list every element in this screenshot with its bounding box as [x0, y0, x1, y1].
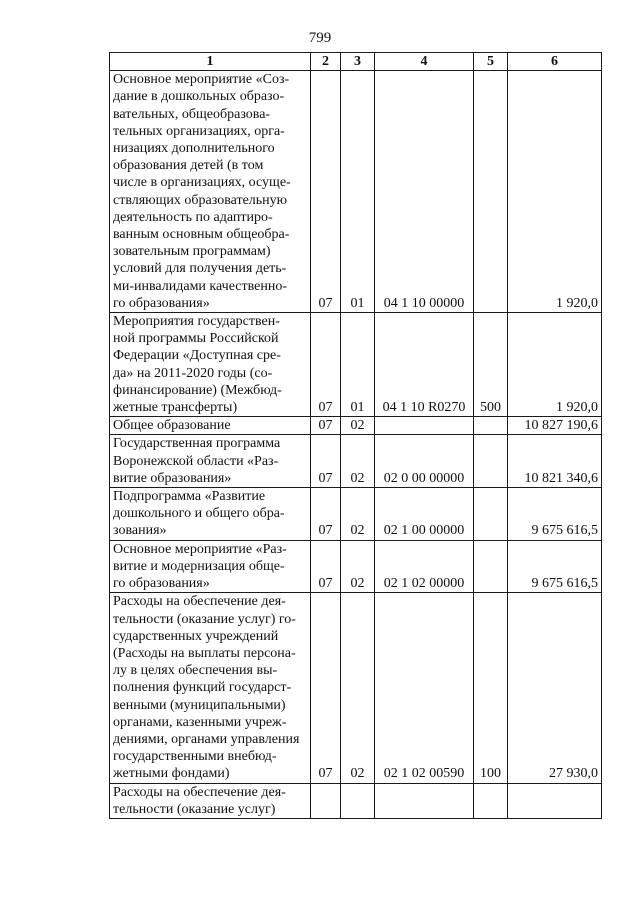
row-subsection: 01: [341, 71, 375, 313]
row-subsection: 02: [341, 417, 375, 435]
column-header-1: 1: [110, 53, 311, 71]
row-section: 07: [311, 71, 341, 313]
row-subsection: 02: [341, 593, 375, 783]
row-section: 07: [311, 417, 341, 435]
column-header-4: 4: [375, 53, 474, 71]
row-expense-type: [474, 540, 508, 593]
row-target-article: 02 1 02 00000: [375, 540, 474, 593]
row-section: 07: [311, 593, 341, 783]
row-amount: [508, 783, 602, 818]
row-target-article: [375, 783, 474, 818]
row-name: Основное мероприятие «Раз- витие и модернизация обще- го образования»: [110, 540, 311, 593]
row-expense-type: [474, 435, 508, 488]
row-amount: 9 675 616,5: [508, 488, 602, 541]
table-row: [110, 435, 602, 488]
table-row: [110, 540, 602, 593]
row-name: Подпрограмма «Развитие дошкольного и общего обра- зования»: [110, 488, 311, 541]
row-section: 07: [311, 435, 341, 488]
row-amount: 10 821 340,6: [508, 435, 602, 488]
row-section: 07: [311, 540, 341, 593]
row-name: Расходы на обеспечение дея- тельности (оказание услуг): [110, 783, 311, 818]
column-header-6: 6: [508, 53, 602, 71]
row-subsection: 02: [341, 435, 375, 488]
page-number: 799: [308, 30, 332, 46]
table-row: [110, 488, 602, 541]
row-target-article: 02 0 00 00000: [375, 435, 474, 488]
column-header-2: 2: [311, 53, 341, 71]
table-row: [110, 313, 602, 417]
row-subsection: 02: [341, 488, 375, 541]
row-target-article: 04 1 10 00000: [375, 71, 474, 313]
row-amount: 1 920,0: [508, 313, 602, 417]
row-expense-type: 100: [474, 593, 508, 783]
row-expense-type: [474, 71, 508, 313]
row-section: [311, 783, 341, 818]
row-expense-type: [474, 783, 508, 818]
row-target-article: 02 1 02 00590: [375, 593, 474, 783]
row-expense-type: 500: [474, 313, 508, 417]
table-header-row: [110, 53, 602, 71]
row-target-article: 04 1 10 R0270: [375, 313, 474, 417]
row-section: 07: [311, 313, 341, 417]
column-header-5: 5: [474, 53, 508, 71]
row-target-article: 02 1 00 00000: [375, 488, 474, 541]
table-row: [110, 71, 602, 313]
row-subsection: 02: [341, 540, 375, 593]
row-subsection: 01: [341, 313, 375, 417]
row-name: Общее образование: [110, 417, 311, 435]
row-name: Основное мероприятие «Соз- дание в дошкольных образо- вательных, общеобразова- тельных организациях, орга- низациях дополнительного образования детей (в том числе в организациях, осуще- ствляющих образовательную деятельность по адаптиро- ванным основным общеобра- зовательным программам) условий для получения деть- ми-инвалидами качественно- го образования»: [110, 71, 311, 313]
row-name: Государственная программа Воронежской области «Раз- витие образования»: [110, 435, 311, 488]
column-header-3: 3: [341, 53, 375, 71]
row-section: 07: [311, 488, 341, 541]
row-amount: 10 827 190,6: [508, 417, 602, 435]
budget-table: [109, 52, 602, 819]
table-row: [110, 417, 602, 435]
row-subsection: [341, 783, 375, 818]
row-amount: 1 920,0: [508, 71, 602, 313]
table-row: [110, 593, 602, 783]
row-expense-type: [474, 488, 508, 541]
row-name: Мероприятия государствен- ной программы Российской Федерации «Доступная сре- да» на 2011-2020 годы (со- финансирование) (Межбюд- жетные трансферты): [110, 313, 311, 417]
row-expense-type: [474, 417, 508, 435]
table-row: [110, 783, 602, 818]
row-target-article: [375, 417, 474, 435]
row-amount: 9 675 616,5: [508, 540, 602, 593]
row-name: Расходы на обеспечение дея- тельности (оказание услуг) го- сударственных учреждений (Расходы на выплаты персона- лу в целях обеспечения вы- полнения функций государст- венными (муниципальными) органами, казенными учреж- дениями, органами управления государственными внебюд- жетными фондами): [110, 593, 311, 783]
row-amount: 27 930,0: [508, 593, 602, 783]
